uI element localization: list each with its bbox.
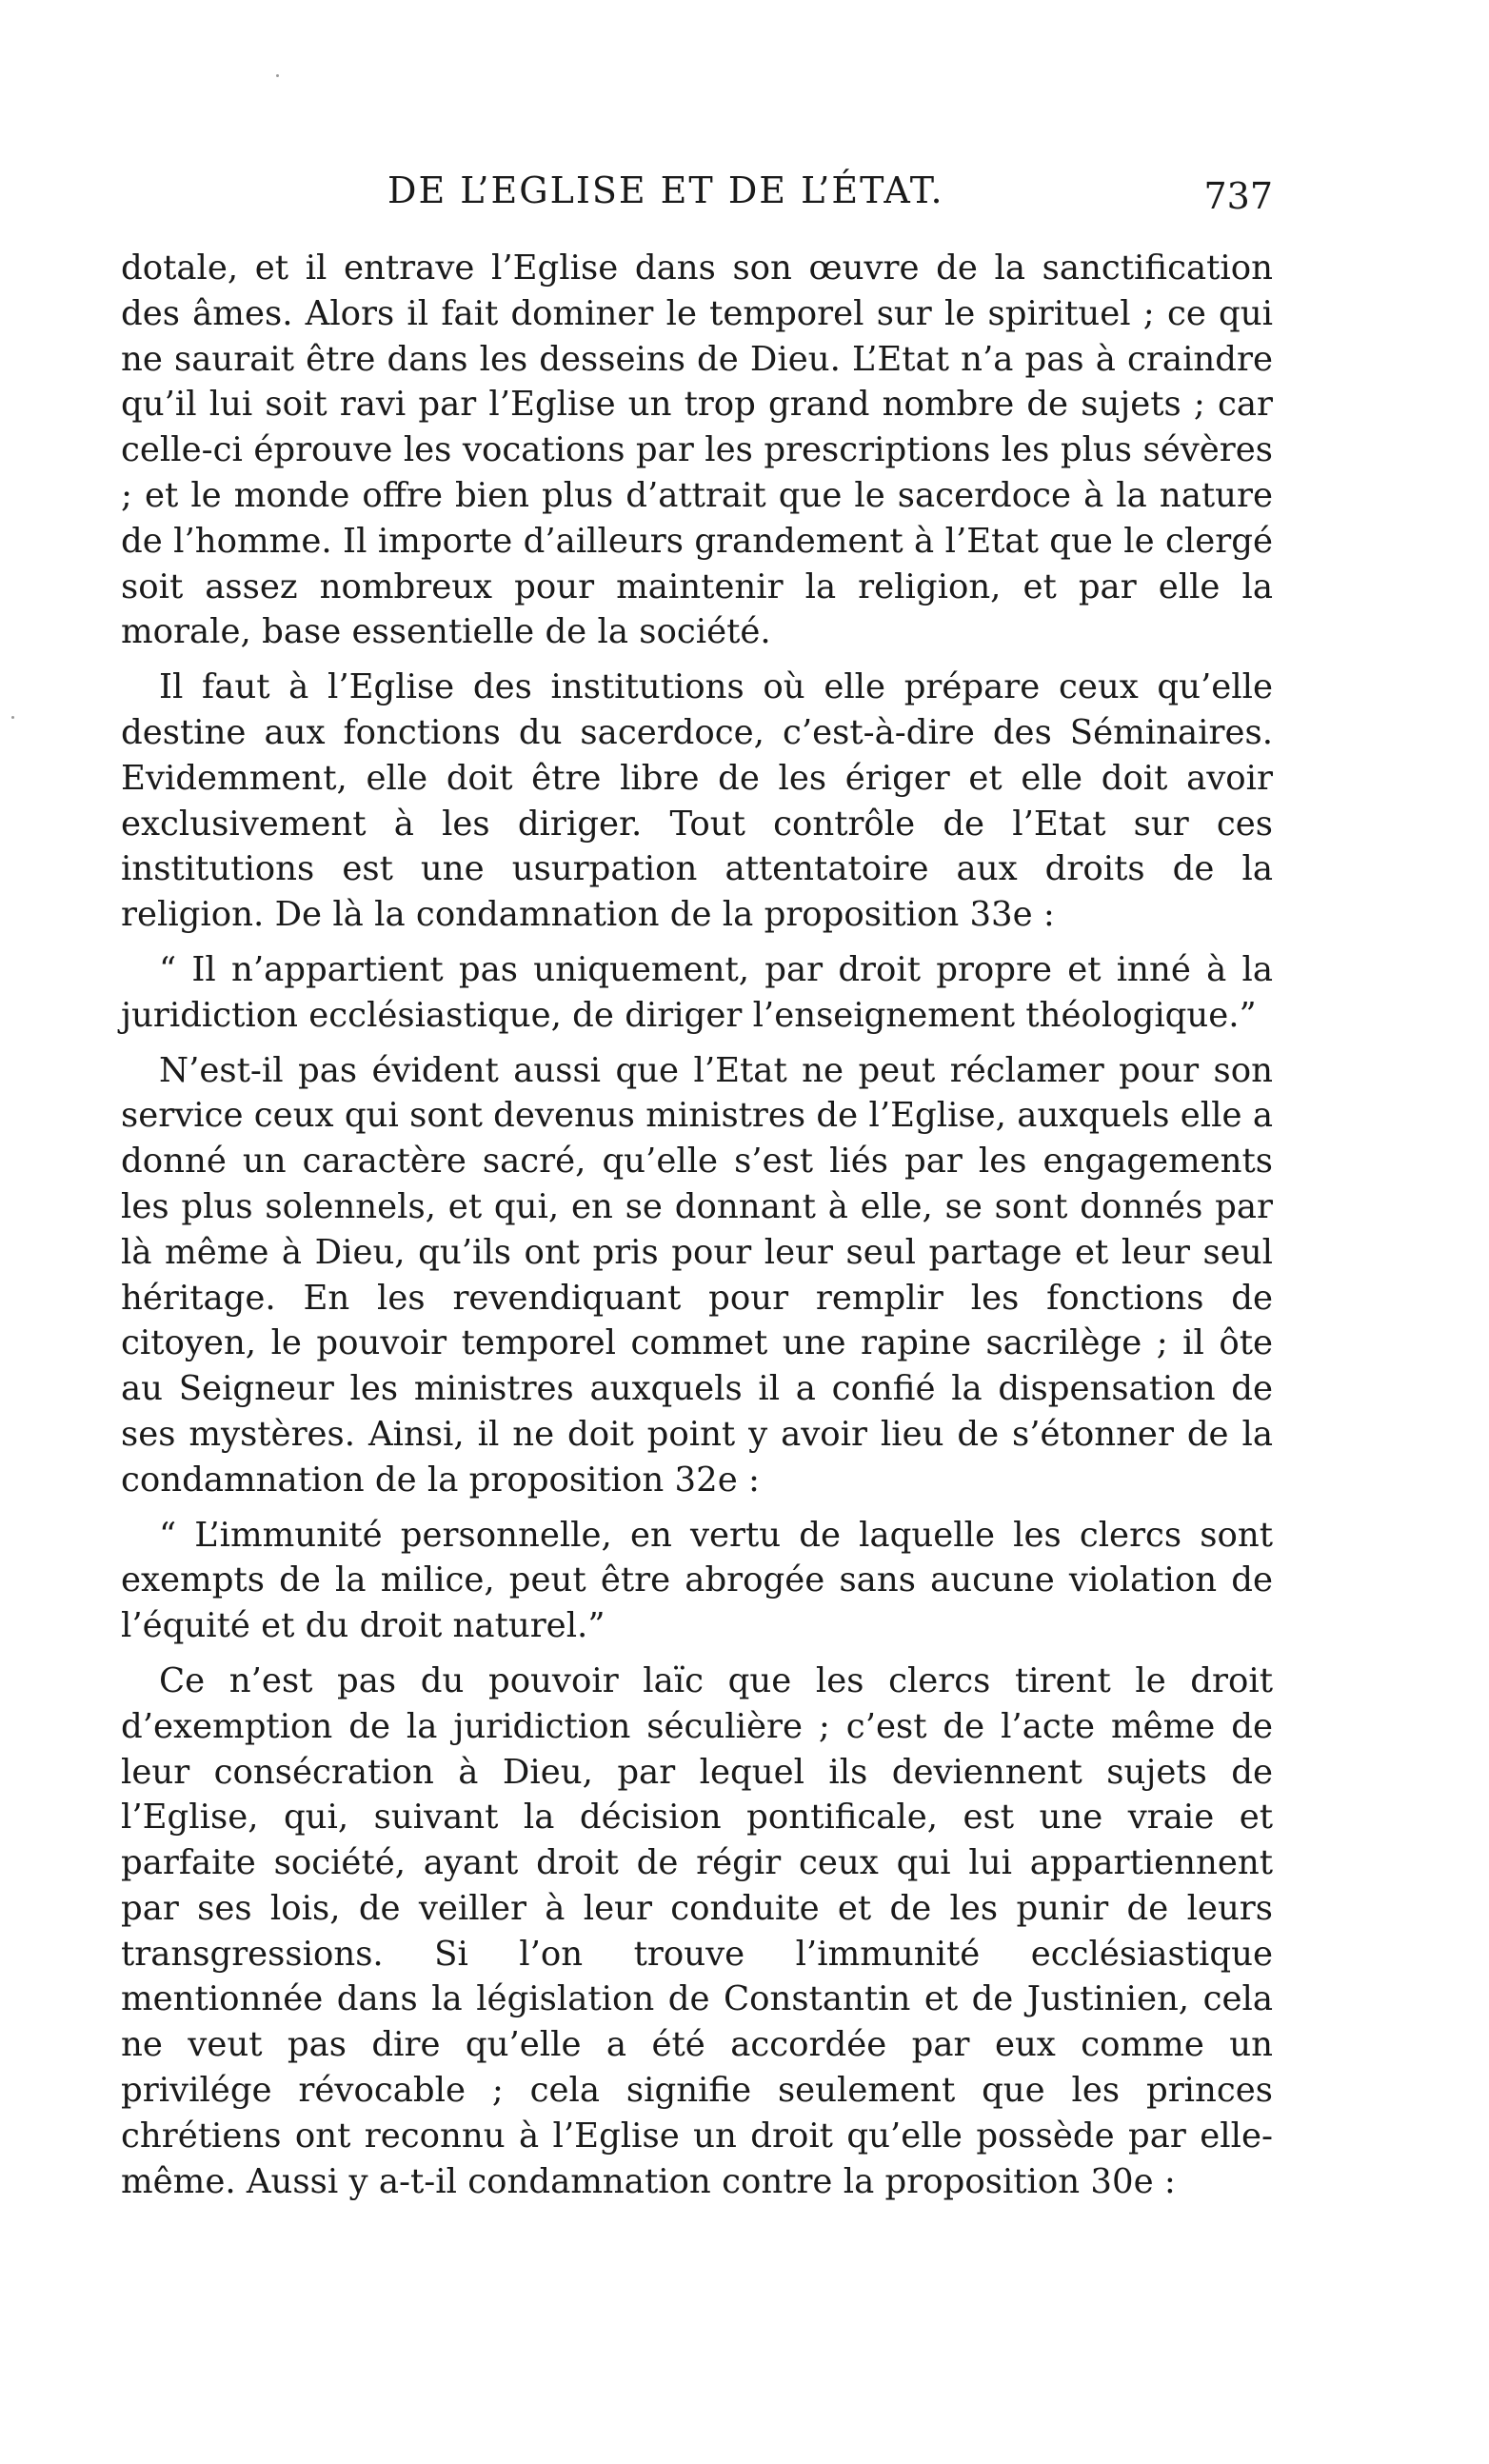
paragraph-seminaries: Il faut à l’Eglise des institutions où elle prépare ceux qu’elle destine aux fonctions du sacerdoce, c’est-à-dire des Séminaires. Evidemment, elle doit être libre de les ériger et elle doit avoir exclusivement à les diriger. Tout contrôle de l’Etat sur ces institutions est une usurpation attentatoire aux droits de la religion. De là la condamnation de la proposition 33e :: [121, 667, 1273, 935]
quoted-proposition-32: “ L’immunité personnelle, en vertu de laquelle les clercs sont exempts de la milice, peut être abrogée sans aucune violation de l’équité et du droit naturel.”: [121, 1515, 1273, 1646]
paragraph-ministers: N’est-il pas évident aussi que l’Etat ne peut réclamer pour son service ceux qui sont devenus ministres de l’Eglise, auxquels elle a donné un caractère sacré, qu’elle s’est liés par les engagements les plus solennels, et qui, en se donnant à elle, se sont donnés par là même à Dieu, qu’ils ont pris pour leur seul partage et leur seul héritage. En les revendiquant pour remplir les fonctions de citoyen, le pouvoir temporel commet une rapine sacrilège ; il ôte au Seigneur les ministres auxquels il a confié la dispensation de ses mystères. Ainsi, il ne doit point y avoir lieu de s’étonner de la condamnation de la proposition 32e :: [121, 1050, 1273, 1500]
page-number: 737: [1203, 175, 1273, 217]
paragraph-continued: dotale, et il entrave l’Eglise dans son œuvre de la sanctification des âmes. Alors il fait dominer le temporel sur le spirituel ; ce qui ne saurait être dans les desseins de Dieu. L’Etat n’a pas à craindre qu’il lui soit ravi par l’Eglise un trop grand nombre de sujets ; car celle-ci éprouve les vocations par les prescriptions les plus sévères ; et le monde offre bien plus d’attrait que le sacerdoce à la nature de l’homme. Il importe d’ailleurs grandement à l’Etat que le clergé soit assez nombreux pour maintenir la religion, et par elle la morale, base essentielle de la société.: [121, 248, 1273, 652]
body-text: [121, 246, 1273, 2204]
paragraph-immunity: Ce n’est pas du pouvoir laïc que les clercs tirent le droit d’exemption de la juridiction séculière ; c’est de l’acte même de leur consécration à Dieu, par lequel ils deviennent sujets de l’Eglise, qui, suivant la décision pontificale, est une vraie et parfaite société, ayant droit de régir ceux qui lui appartiennent par ses lois, de veiller à leur conduite et de les punir de leurs transgressions. Si l’on trouve l’immunité ecclésiastique mentionnée dans la législation de Constantin et de Justinien, cela ne veut pas dire qu’elle a été accordée par eux comme un privilége révocable ; cela signifie seulement que les princes chrétiens ont reconnu à l’Eglise un droit qu’elle possède par elle-même. Aussi y a-t-il condamnation contre la proposition 30e :: [121, 1660, 1273, 2201]
scan-speck: [11, 716, 14, 719]
quoted-proposition-33: “ Il n’appartient pas uniquement, par droit propre et inné à la juridiction ecclésiastique, de diriger l’enseignement théologique.”: [121, 949, 1273, 1035]
running-title: DE L’EGLISE ET DE L’ÉTAT.: [387, 169, 944, 211]
running-head: [121, 169, 1273, 223]
scan-speck: [276, 74, 279, 77]
